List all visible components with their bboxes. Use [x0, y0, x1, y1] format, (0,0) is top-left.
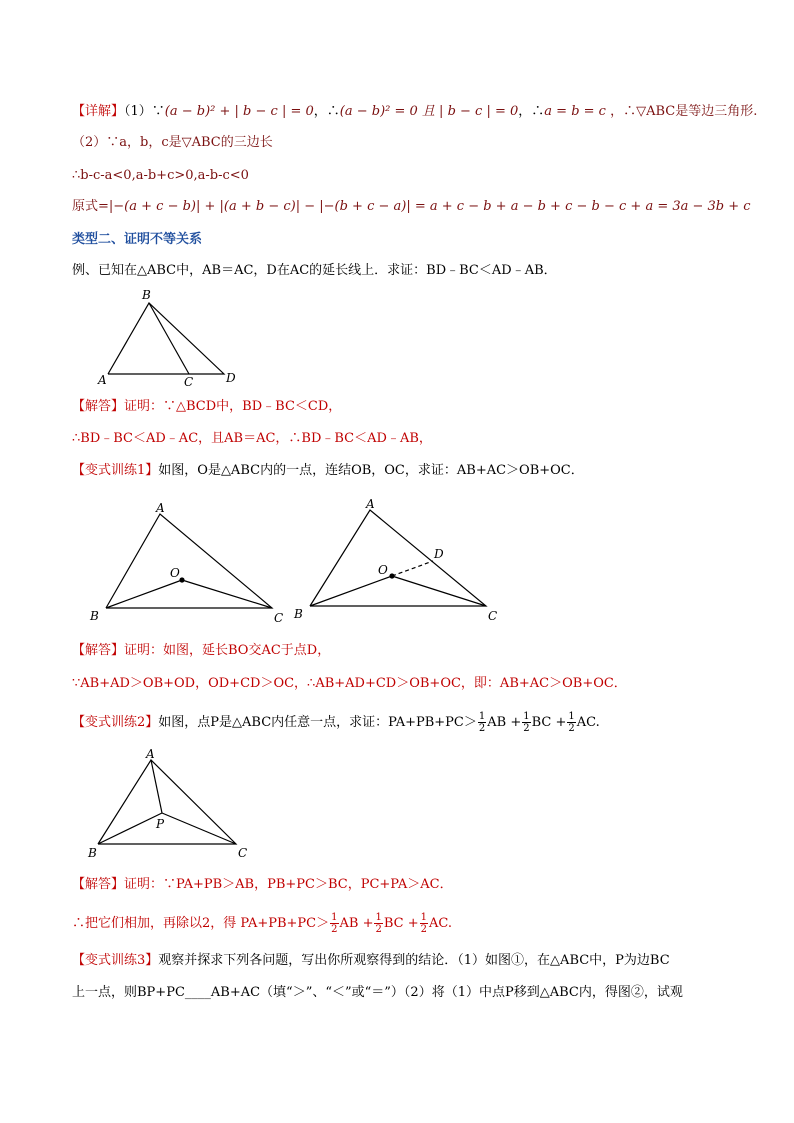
label-b: B — [88, 846, 97, 860]
figure-triangle-abc-o — [86, 500, 286, 628]
segment-bc — [149, 303, 189, 374]
label-o: O — [378, 563, 388, 577]
answer-1-tag: 【解答】 — [72, 399, 125, 414]
label-d: D — [434, 547, 444, 561]
answer-1-text-1: 证明：∵△BCD中，BD﹣BC＜CD， — [124, 399, 342, 414]
variant-1-tag: 【变式训练1】 — [72, 463, 159, 478]
variant-2-text: 如图，点P是△ABC内任意一点，求证：PA+PB+PC＞ — [158, 715, 477, 730]
label-d: D — [226, 371, 236, 385]
variant-3-tag: 【变式训练3】 — [72, 953, 159, 968]
triangle-abc — [98, 760, 236, 844]
answer-3-term-3: AC. — [429, 916, 453, 931]
variant-3-line-2: 上一点，则BP+PC____AB+AC（填“＞”、“＜”或“＝”）（2）将（1）中点P移到△ABC内，得图②，试观 — [72, 985, 683, 1000]
figure-triangle-abc-o-d — [290, 494, 510, 626]
segment-oc — [182, 580, 272, 608]
detail-p1-end: ，∴▽ABC是等边三角形. — [605, 104, 758, 119]
answer-3-line-1 — [72, 876, 453, 894]
original-expression-line — [72, 198, 751, 216]
answer-1-line-2: ∴BD﹣BC＜AD﹣AC，且AB＝AC，∴BD﹣BC＜AD﹣AB， — [72, 431, 432, 446]
label-p: P — [156, 817, 165, 831]
segment-oc — [392, 576, 486, 606]
answer-3-tag: 【解答】 — [72, 877, 125, 892]
fraction-half: $\frac{1}{2}$ — [523, 711, 530, 734]
triangle-abd — [108, 303, 224, 374]
segment-od-dashed — [392, 561, 433, 576]
label-c: C — [184, 375, 194, 388]
label-b: B — [142, 288, 151, 302]
answer-2-tag: 【解答】 — [72, 643, 125, 658]
answer-3-term-2: BC + — [383, 916, 419, 931]
label-b: B — [90, 609, 99, 623]
segment-bo — [106, 580, 182, 608]
figure-triangle-abc-p — [84, 744, 264, 864]
fraction-half: $\frac{1}{2}$ — [375, 912, 382, 935]
expr-1: (a − b)² + | b − c | = 0 — [164, 104, 314, 119]
detail-line-1 — [72, 103, 757, 121]
label-a: A — [98, 373, 107, 387]
segment-pc — [162, 813, 236, 844]
triangle-abc — [106, 514, 272, 608]
variant-1-line — [72, 462, 584, 480]
part-2-line: （2）∵a，b，c是▽ABC的三边长 — [72, 135, 273, 150]
variant-2-term-2: BC + — [531, 715, 567, 730]
segment-bo — [310, 576, 392, 606]
point-o — [179, 577, 184, 582]
label-c: C — [274, 611, 284, 625]
fraction-half: $\frac{1}{2}$ — [568, 711, 575, 734]
original-label: 原式= — [72, 199, 109, 214]
label-c: C — [488, 609, 498, 623]
point-o — [389, 573, 394, 578]
expr-3: a = b = c — [544, 104, 606, 119]
variant-3-line-1 — [72, 952, 670, 970]
section-title: 类型二、证明不等关系 — [72, 232, 203, 247]
label-c: C — [238, 846, 248, 860]
example-text: 例、已知在△ABC中，AB＝AC，D在AC的延长线上．求证：BD﹣BC＜AD﹣AB． — [72, 263, 557, 278]
label-a: A — [156, 501, 165, 515]
answer-2-text-1: 证明：如图，延长BO交AC于点D， — [124, 643, 331, 658]
variant-3-text-1: 观察并探求下列各问题，写出你所观察得到的结论．（1）如图①，在△ABC中，P为边BC — [158, 953, 670, 968]
fraction-half: $\frac{1}{2}$ — [420, 912, 427, 935]
detail-p1-open: （1）∵ — [124, 104, 165, 119]
variant-2-term-1: AB + — [487, 715, 522, 730]
answer-1-line-1 — [72, 398, 341, 416]
answer-3-text-2: ∴把它们相加，再除以2，得 PA+PB+PC＞ — [72, 916, 330, 931]
detail-p1-mid: ，∴ — [313, 104, 340, 119]
answer-3-term-1: AB + — [339, 916, 374, 931]
answer-3-text-1: 证明：∵PA+PB＞AB，PB+PC＞BC，PC+PA＞AC． — [124, 877, 453, 892]
variant-2-term-3: AC. — [576, 715, 600, 730]
answer-2-line-1 — [72, 642, 330, 660]
answer-2-line-2: ∵AB+AD＞OB+OD，OD+CD＞OC，∴AB+AD+CD＞OB+OC，即：AB+AC＞OB+OC． — [72, 676, 627, 691]
fraction-half: $\frac{1}{2}$ — [478, 711, 486, 734]
label-a: A — [366, 497, 375, 511]
fraction-half: $\frac{1}{2}$ — [331, 912, 338, 935]
figure-triangle-abcd — [96, 286, 246, 388]
variant-2-line — [72, 711, 600, 734]
label-a: A — [146, 747, 155, 761]
label-o: O — [170, 566, 180, 580]
segment-ap — [151, 760, 162, 813]
variant-2-tag: 【变式训练2】 — [72, 715, 159, 730]
original-expression: |−(a + c − b)| + |(a + b − c)| − |−(b + c − a)| = a + c − b + a − b + c − b − c + a = 3a − 3b + c — [108, 199, 751, 214]
variant-1-text: 如图，O是△ABC内的一点，连结OB，OC，求证：AB+AC＞OB+OC． — [158, 463, 584, 478]
triangle-abc — [310, 510, 486, 606]
label-b: B — [294, 607, 303, 621]
inequality-line: ∴b-c-a<0,a-b+c>0,a-b-c<0 — [72, 168, 249, 183]
answer-3-line-2 — [72, 912, 452, 935]
detail-tag: 【详解】 — [72, 104, 125, 119]
expr-2: (a − b)² = 0 且 | b − c | = 0 — [339, 104, 519, 119]
detail-p1-mid2: ，∴ — [518, 104, 545, 119]
